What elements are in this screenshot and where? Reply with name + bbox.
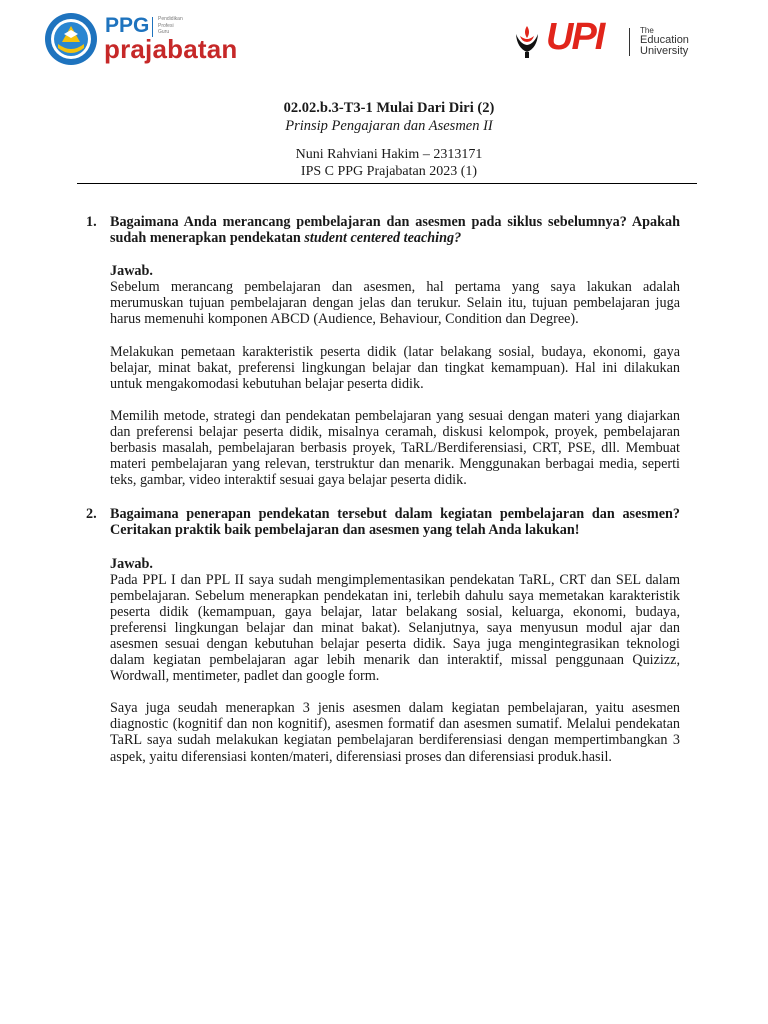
ppg-logo-name: prajabatan [104,34,238,64]
answer-label: Jawab. [110,555,153,572]
document-subtitle: Prinsip Pengajaran dan Asesmen II [285,118,493,134]
author-name: Nuni Rahviani Hakim – 2313171 [295,147,483,162]
document-body [86,214,680,765]
question-text: Bagaimana penerapan pendekatan tersebut dalam kegiatan pembelajaran dan asesmen? Ceritakan praktik baik pembelajaran dan asesmen yang telah Anda lakukan! [110,506,680,539]
question-number: 2. [86,506,97,523]
answer-paragraph: Memilih metode, strategi dan pendekatan pembelajaran yang sesuai dengan materi yang diajarkan dan preferensi belajar peserta didik, misalnya ceramah, diskusi kelompok, proyek, pembelajaran berbasis masalah, pembelajaran berbasis proyek, TaRL/Berdiferensiasi, CRT, PSE, dll. Membuat materi pembelajaran yang relevan, terstruktur dan menarik. Menggunakan berbagai media, seperti teks, gambar, video interaktif sesuai gaya belajar peserta didik. [110,407,680,489]
question-1 [86,214,680,488]
upi-flame-emblem-icon [512,22,542,60]
title-divider [77,183,697,184]
answer-paragraph: Pada PPL I dan PPL II saya sudah mengimplementasikan pendekatan TaRL, CRT dan SEL dalam pembelajaran. Sebelum menerapkan pendekatan ini, terlebih dahulu saya memetakan karakteristik peserta didik (kemampuan, gaya belajar, latar belakang sosial, keluarga, ekonomi, budaya, preferensi lingkungan belajar dan minat bakat). Selanjutnya, saya menyusun modul ajar dan asesmen sesuai dengan kebutuhan belajar peserta didik. Saya juga mengintegrasikan teknologi dalam kegiatan pembelajaran agar lebih menarik dan interaktif, missal penggunaan Quizizz, Wordwall, mentimeter, padlet dan google form. [110,571,680,685]
upi-logo-separator [629,28,630,56]
page-header [0,0,768,90]
question-text: Bagaimana Anda merancang pembelajaran dan asesmen pada siklus sebelumnya? Apakah sudah menerapkan pendekatan student centered teaching? [110,214,680,247]
ppg-prajabatan-logo [44,12,254,68]
ppg-logo-word: PPG [105,14,150,37]
answer-paragraph: Melakukan pemetaan karakteristik peserta didik (latar belakang sosial, budaya, ekonomi, gaya belajar, minat bakat, preferensi lingkungan belajar dan tingkat kemampuan). Hal ini dilakukan untuk mengakomodasi kebutuhan belajar peserta didik. [110,343,680,392]
answer-paragraph: Sebelum merancang pembelajaran dan asesmen, hal pertama yang saya lakukan adalah merumuskan tujuan pembelajaran dengan jelas dan terukur. Selain itu, tujuan pembelajaran juga harus memenuhi komponen ABCD (Audience, Behaviour, Condition dan Degree). [110,279,680,328]
upi-logo [512,16,692,68]
question-2 [86,506,680,764]
answer-paragraph: Saya juga seudah menerapkan 3 jenis asesmen dalam kegiatan pembelajaran, yaitu asesmen diagnostic (kognitif dan non kognitif), asesmen formatif dan asesmen sumatif. Melalui pendekatan TaRL saya sudah melakukan kegiatan pembelajaran berdiferensiasi dengan mempertimbangkan 3 aspek, yaitu diferensiasi konten/materi, diferensiasi proses dan diferensiasi produk.hasil. [110,700,680,765]
ppg-logo-subtext: Pendidikan Profesi Guru [158,16,183,35]
tut-wuri-handayani-emblem-icon [44,12,98,66]
author-class: IPS C PPG Prajabatan 2023 (1) [300,164,478,179]
answer-label: Jawab. [110,263,153,280]
upi-logo-tagline: The Education University [640,26,689,57]
question-number: 1. [86,214,97,230]
document-title-block [0,100,768,180]
document-title: 02.02.b.3-T3-1 Mulai Dari Diri (2) [283,100,495,116]
upi-logo-text: UPI [546,16,604,58]
author-info [10,146,768,180]
